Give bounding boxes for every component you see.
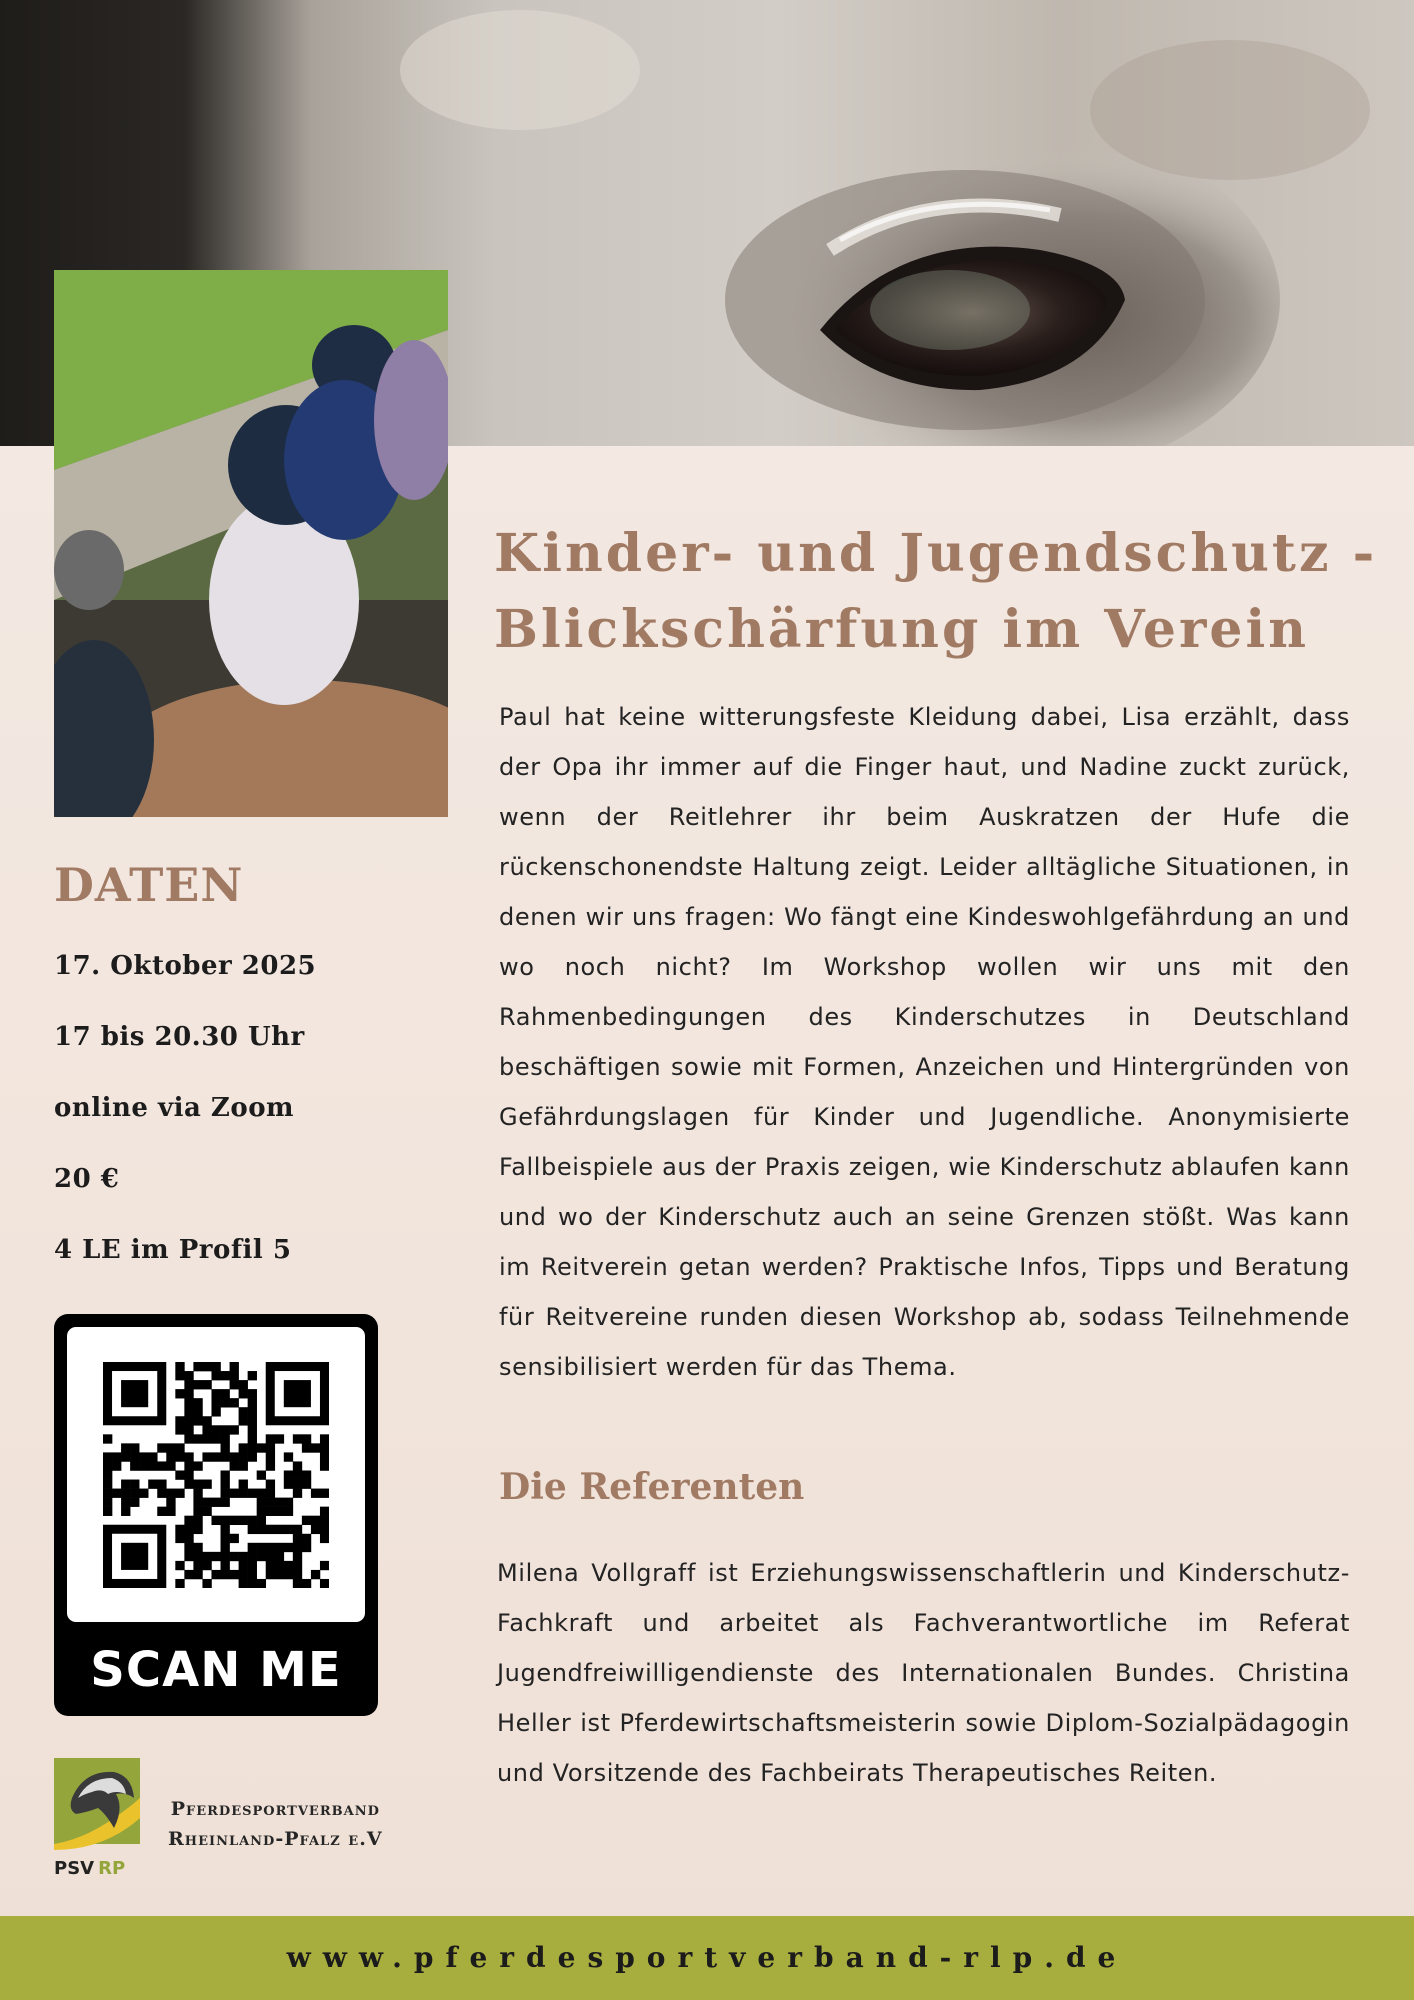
qr-module	[275, 1543, 284, 1552]
qr-module	[121, 1489, 130, 1498]
qr-module	[157, 1480, 166, 1489]
qr-module	[193, 1398, 202, 1407]
qr-module	[230, 1516, 239, 1525]
qr-module	[293, 1561, 302, 1570]
qr-module	[284, 1543, 293, 1552]
qr-module	[311, 1570, 320, 1579]
qr-module	[230, 1570, 239, 1579]
qr-module	[284, 1525, 293, 1534]
qr-module	[239, 1480, 248, 1489]
qr-module	[320, 1489, 329, 1498]
qr-module	[320, 1434, 329, 1443]
qr-module	[184, 1389, 193, 1398]
qr-module	[248, 1525, 257, 1534]
qr-module	[103, 1434, 112, 1443]
qr-module	[193, 1543, 202, 1552]
qr-module	[284, 1452, 293, 1461]
qr-module	[275, 1434, 284, 1443]
qr-module	[230, 1452, 239, 1461]
qr-module	[193, 1362, 202, 1371]
qr-module	[175, 1561, 184, 1570]
qr-module	[257, 1552, 266, 1561]
qr-module	[248, 1561, 257, 1570]
qr-module	[121, 1443, 130, 1452]
qr-module	[193, 1380, 202, 1389]
qr-module	[103, 1489, 112, 1498]
qr-module	[275, 1507, 284, 1516]
qr-module	[193, 1516, 202, 1525]
qr-module	[239, 1407, 248, 1416]
qr-module	[293, 1480, 302, 1489]
qr-module	[221, 1489, 230, 1498]
footer-bar	[0, 1916, 1414, 2000]
qr-module	[211, 1362, 220, 1371]
event-time: 17 bis 20.30 Uhr	[54, 1022, 305, 1052]
qr-module	[248, 1516, 257, 1525]
qr-module	[211, 1398, 220, 1407]
qr-module	[311, 1489, 320, 1498]
qr-module	[293, 1543, 302, 1552]
qr-module	[139, 1489, 148, 1498]
qr-module	[175, 1452, 184, 1461]
qr-module	[320, 1579, 329, 1588]
qr-module	[266, 1498, 275, 1507]
qr-module	[130, 1443, 139, 1452]
qr-module	[293, 1552, 302, 1561]
qr-module	[211, 1516, 220, 1525]
qr-module	[275, 1570, 284, 1579]
qr-module	[239, 1452, 248, 1461]
qr-module	[230, 1398, 239, 1407]
qr-finder-pattern	[121, 1543, 148, 1570]
qr-module	[211, 1498, 220, 1507]
qr-module	[230, 1552, 239, 1561]
qr-module	[193, 1489, 202, 1498]
qr-module	[157, 1443, 166, 1452]
qr-module	[175, 1389, 184, 1398]
qr-module	[166, 1461, 175, 1470]
qr-module	[302, 1480, 311, 1489]
qr-module	[148, 1452, 157, 1461]
qr-module	[193, 1416, 202, 1425]
qr-module	[275, 1498, 284, 1507]
qr-module	[284, 1570, 293, 1579]
qr-module	[239, 1489, 248, 1498]
qr-module	[257, 1525, 266, 1534]
qr-module	[221, 1371, 230, 1380]
qr-module	[284, 1561, 293, 1570]
qr-module	[230, 1371, 239, 1380]
qr-module	[293, 1579, 302, 1588]
qr-module	[239, 1570, 248, 1579]
qr-module	[184, 1380, 193, 1389]
qr-module	[103, 1452, 112, 1461]
qr-module	[230, 1362, 239, 1371]
qr-module	[202, 1362, 211, 1371]
event-location: online via Zoom	[54, 1093, 295, 1123]
qr-module	[293, 1434, 302, 1443]
qr-module	[121, 1498, 130, 1507]
qr-module	[184, 1543, 193, 1552]
qr-module	[284, 1507, 293, 1516]
qr-module	[130, 1452, 139, 1461]
qr-module	[266, 1543, 275, 1552]
qr-module	[184, 1552, 193, 1561]
workshop-title	[494, 516, 1378, 668]
psv-logo-icon	[54, 1758, 140, 1850]
qr-module	[239, 1461, 248, 1470]
qr-module	[266, 1561, 275, 1570]
qr-module	[130, 1461, 139, 1470]
qr-module	[175, 1425, 184, 1434]
qr-module	[293, 1470, 302, 1479]
qr-module	[211, 1552, 220, 1561]
qr-module	[157, 1489, 166, 1498]
qr-module	[248, 1452, 257, 1461]
qr-module	[166, 1443, 175, 1452]
qr-module	[221, 1398, 230, 1407]
qr-module	[266, 1443, 275, 1452]
qr-module	[193, 1561, 202, 1570]
qr-module	[320, 1507, 329, 1516]
qr-module	[157, 1461, 166, 1470]
qr-module	[184, 1425, 193, 1434]
qr-module	[139, 1461, 148, 1470]
qr-module	[221, 1534, 230, 1543]
qr-module	[302, 1516, 311, 1525]
qr-module	[221, 1552, 230, 1561]
qr-module	[239, 1443, 248, 1452]
qr-module	[175, 1416, 184, 1425]
qr-module	[293, 1570, 302, 1579]
referents-heading: Die Referenten	[499, 1466, 805, 1508]
referents-text: Milena Vollgraff ist Erziehungswissenschaftlerin und Kinderschutz-Fachkraft und arbeitet als Fachverantwortliche im Referat Jugendfreiwilligendienste des Internationalen Bundes. Christina Heller ist Pferdewirtschaftsmeisterin sowie Diplom-Sozialpädagogin und Vorsitzende des Fachbeirats Therapeutisches Reiten.	[497, 1559, 1350, 1787]
qr-module	[320, 1452, 329, 1461]
qr-module	[311, 1443, 320, 1452]
qr-module	[103, 1480, 112, 1489]
qr-module	[193, 1480, 202, 1489]
qr-module	[166, 1452, 175, 1461]
organization-name-line-2: Rheinland-Pfalz e.V	[168, 1828, 383, 1850]
qr-module	[248, 1443, 257, 1452]
qr-module	[239, 1389, 248, 1398]
qr-module	[221, 1452, 230, 1461]
qr-module	[320, 1525, 329, 1534]
qr-module	[311, 1516, 320, 1525]
qr-module	[202, 1380, 211, 1389]
qr-module	[266, 1552, 275, 1561]
dates-list	[54, 944, 316, 1299]
qr-module	[130, 1480, 139, 1489]
qr-module	[221, 1425, 230, 1434]
qr-module	[175, 1470, 184, 1479]
qr-module	[302, 1579, 311, 1588]
qr-module	[257, 1443, 266, 1452]
qr-module	[266, 1480, 275, 1489]
qr-module	[193, 1525, 202, 1534]
qr-module	[248, 1543, 257, 1552]
organization-name-line-1: Pferdesportverband	[170, 1798, 380, 1820]
qr-module	[103, 1498, 112, 1507]
qr-module	[230, 1425, 239, 1434]
qr-module	[202, 1480, 211, 1489]
qr-module	[202, 1561, 211, 1570]
children-riding-illustration	[54, 270, 448, 817]
qr-module	[184, 1461, 193, 1470]
qr-module	[211, 1425, 220, 1434]
qr-finder-pattern	[284, 1380, 311, 1407]
qr-module	[202, 1434, 211, 1443]
organization-name	[168, 1794, 383, 1854]
qr-module	[248, 1389, 257, 1398]
qr-module	[257, 1516, 266, 1525]
qr-module	[239, 1416, 248, 1425]
qr-module	[211, 1389, 220, 1398]
qr-module	[302, 1434, 311, 1443]
qr-module	[157, 1507, 166, 1516]
title-line-2: Blickschärfung im Verein	[494, 599, 1310, 660]
qr-module	[248, 1425, 257, 1434]
qr-module	[293, 1525, 302, 1534]
qr-module	[221, 1543, 230, 1552]
qr-module	[130, 1498, 139, 1507]
qr-module	[184, 1534, 193, 1543]
qr-module	[257, 1498, 266, 1507]
qr-module	[248, 1434, 257, 1443]
qr-module	[257, 1470, 266, 1479]
qr-module	[103, 1507, 112, 1516]
qr-module	[248, 1570, 257, 1579]
qr-module	[211, 1452, 220, 1461]
qr-module	[103, 1470, 112, 1479]
qr-module	[202, 1452, 211, 1461]
website-link[interactable]: www.pferdesportverband-rlp.de	[286, 1941, 1128, 1974]
qr-module	[184, 1480, 193, 1489]
qr-module	[221, 1570, 230, 1579]
qr-module	[175, 1534, 184, 1543]
qr-code-icon	[103, 1362, 329, 1588]
qr-module	[193, 1570, 202, 1579]
event-date: 17. Oktober 2025	[54, 951, 317, 981]
qr-module	[266, 1434, 275, 1443]
qr-module	[266, 1489, 275, 1498]
qr-module	[148, 1461, 157, 1470]
qr-module	[239, 1579, 248, 1588]
qr-module	[221, 1561, 230, 1570]
logo-abbr-rp: RP	[98, 1858, 126, 1879]
qr-module	[121, 1480, 130, 1489]
qr-module	[139, 1452, 148, 1461]
qr-module	[248, 1552, 257, 1561]
qr-module	[184, 1525, 193, 1534]
qr-module	[112, 1461, 121, 1470]
qr-module	[211, 1407, 220, 1416]
qr-module	[284, 1498, 293, 1507]
qr-module	[202, 1425, 211, 1434]
qr-module	[320, 1561, 329, 1570]
qr-module	[275, 1552, 284, 1561]
qr-module	[121, 1452, 130, 1461]
qr-module	[221, 1443, 230, 1452]
qr-module	[193, 1407, 202, 1416]
qr-module	[221, 1525, 230, 1534]
qr-module	[257, 1543, 266, 1552]
qr-module	[320, 1534, 329, 1543]
qr-module	[221, 1498, 230, 1507]
qr-module	[221, 1389, 230, 1398]
qr-module	[166, 1489, 175, 1498]
event-credits: 4 LE im Profil 5	[54, 1235, 292, 1265]
event-price: 20 €	[54, 1164, 120, 1194]
qr-module	[202, 1498, 211, 1507]
qr-module	[175, 1362, 184, 1371]
qr-module	[320, 1461, 329, 1470]
qr-module	[293, 1489, 302, 1498]
qr-module	[266, 1461, 275, 1470]
qr-module	[302, 1443, 311, 1452]
qr-module	[221, 1470, 230, 1479]
qr-module	[293, 1461, 302, 1470]
qr-module	[257, 1579, 266, 1588]
qr-module	[221, 1516, 230, 1525]
qr-module	[248, 1371, 257, 1380]
qr-module	[275, 1525, 284, 1534]
qr-module	[293, 1534, 302, 1543]
qr-module	[248, 1407, 257, 1416]
qr-module	[193, 1498, 202, 1507]
qr-module	[184, 1470, 193, 1479]
qr-module	[320, 1516, 329, 1525]
qr-module	[320, 1443, 329, 1452]
qr-module	[239, 1516, 248, 1525]
qr-module	[202, 1507, 211, 1516]
qr-module	[248, 1398, 257, 1407]
qr-module	[184, 1434, 193, 1443]
qr-module	[202, 1579, 211, 1588]
qr-module	[112, 1489, 121, 1498]
qr-module	[193, 1461, 202, 1470]
qr-module	[248, 1489, 257, 1498]
qr-module	[166, 1498, 175, 1507]
qr-module	[257, 1507, 266, 1516]
qr-module	[221, 1434, 230, 1443]
qr-module	[311, 1525, 320, 1534]
qr-module	[103, 1461, 112, 1470]
qr-module	[211, 1434, 220, 1443]
qr-module	[248, 1416, 257, 1425]
qr-module	[284, 1470, 293, 1479]
qr-module	[239, 1380, 248, 1389]
qr-module	[221, 1480, 230, 1489]
qr-module	[148, 1480, 157, 1489]
qr-module	[266, 1525, 275, 1534]
qr-module	[302, 1470, 311, 1479]
qr-module	[175, 1525, 184, 1534]
qr-module	[266, 1570, 275, 1579]
qr-module	[211, 1371, 220, 1380]
qr-module	[230, 1461, 239, 1470]
qr-module	[302, 1543, 311, 1552]
qr-module	[266, 1452, 275, 1461]
qr-module	[257, 1489, 266, 1498]
qr-module	[193, 1507, 202, 1516]
qr-module	[175, 1489, 184, 1498]
qr-code-card[interactable]	[54, 1314, 378, 1716]
qr-module	[248, 1579, 257, 1588]
qr-module	[193, 1552, 202, 1561]
children-riding-photo	[54, 270, 448, 817]
qr-module	[239, 1552, 248, 1561]
logo-abbreviation	[54, 1858, 125, 1879]
qr-module	[130, 1489, 139, 1498]
qr-finder-pattern	[121, 1380, 148, 1407]
qr-module	[202, 1552, 211, 1561]
title-line-1: Kinder- und Jugendschutz -	[494, 523, 1378, 584]
dates-heading: DATEN	[54, 858, 244, 912]
qr-module	[112, 1452, 121, 1461]
qr-module	[284, 1480, 293, 1489]
qr-module	[239, 1561, 248, 1570]
qr-module	[266, 1507, 275, 1516]
workshop-description: Paul hat keine witterungsfeste Kleidung dabei, Lisa erzählt, dass der Opa ihr immer auf die Finger haut, und Nadine zuckt zurück, wenn der Reitlehrer ihr beim Auskratzen der Hufe die rückenschonendste Haltung zeigt. Leider alltägliche Situationen, in denen wir uns fragen: Wo fängt eine Kindeswohlgefährdung an und wo noch nicht? Im Workshop wollen wir uns mit den Rahmenbedingungen des Kinderschutzes in Deutschland beschäftigen sowie mit Formen, Anzeichen und Hintergründen von Gefährdungslagen für Kinder und Jugendliche. Anonymisierte Fallbeispiele aus der Praxis zeigen, wie Kinderschutz ablaufen kann und wo der Kinderschutz auch an seine Grenzen stößt. Was kann im Reitverein getan werden? Praktische Infos, Tipps und Beratung für Reitvereine runden diesen Workshop ab, sodass Teilnehmende sensibilisiert werden für das Thema.	[499, 703, 1350, 1381]
qr-module	[184, 1452, 193, 1461]
qr-module	[184, 1398, 193, 1407]
qr-module	[184, 1371, 193, 1380]
qr-module	[184, 1416, 193, 1425]
qr-code-area	[67, 1327, 365, 1622]
qr-module	[211, 1570, 220, 1579]
qr-module	[230, 1380, 239, 1389]
qr-module	[175, 1579, 184, 1588]
logo-abbr-psv: PSV	[54, 1858, 95, 1879]
scan-me-label: SCAN ME	[90, 1642, 342, 1698]
qr-module	[175, 1371, 184, 1380]
qr-module	[184, 1570, 193, 1579]
qr-module	[302, 1534, 311, 1543]
qr-module	[184, 1407, 193, 1416]
qr-module	[275, 1561, 284, 1570]
qr-module	[166, 1507, 175, 1516]
qr-module	[175, 1443, 184, 1452]
qr-module	[230, 1489, 239, 1498]
qr-module	[202, 1416, 211, 1425]
qr-module	[184, 1516, 193, 1525]
qr-module	[121, 1507, 130, 1516]
qr-module	[193, 1434, 202, 1443]
qr-module	[230, 1534, 239, 1543]
